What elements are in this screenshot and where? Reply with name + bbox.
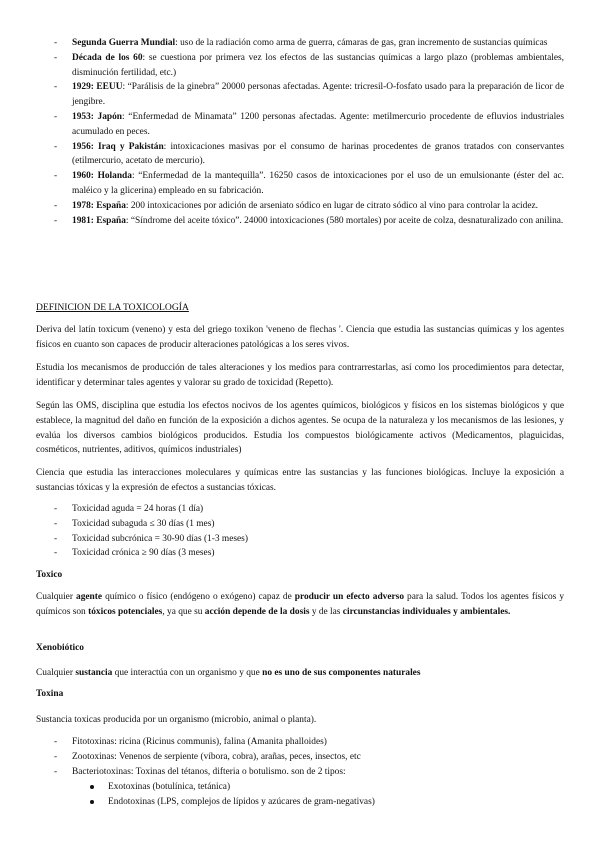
history-text: : se cuestiona por primera vez los efectos de las sustancias químicas a largo plazo (problemas ambientales, disminución fertilidad, etc.): [72, 52, 565, 78]
history-year: 1956: Iraq y Pakistán: [72, 141, 164, 152]
toxico-definition: Cualquier agente químico o físico (endógeno o exógeno) capaz de producir un efecto adverso para la salud. Todos los agentes físicos y químicos son tóxicos potenciales, ya que su acción depende de la dosis y de las circunstancias individuales y ambientales.: [36, 592, 565, 617]
history-text: : “Enfermedad de la mantequilla”. 16250 casos de intoxicaciones por el uso de un emulsionante (éster del ac. maléico y la glicerina) empleado en su fabricación.: [72, 171, 564, 196]
history-year: Segunda Guerra Mundial: [72, 38, 176, 48]
history-year: 1960: Holanda: [72, 171, 132, 182]
xenobiotico-heading: Xenobiótico: [36, 643, 84, 653]
toxina-list: [36, 735, 564, 779]
list-item: - Fitotoxinas: ricina (Ricinus communis), falina (Amanita phalloides): [54, 737, 327, 747]
history-item: - 1960: Holanda: “Enfermedad de la mantequilla”. 16250 casos de intoxicaciones por el uso de un emulsionante (éster del ac. maléico y la glicerina) empleado en su fabricación.: [54, 171, 564, 196]
history-text: : 200 intoxicaciones por adición de arseniato sódico en lugar de citrato sódico al vino para controlar la acidez.: [125, 200, 539, 211]
history-item: - 1956: Iraq y Pakistán: intoxicaciones masivas por el consumo de harinas procedentes de granos tratados con conservantes (etilmercurio, acetato de mercurio).: [54, 141, 565, 167]
toxicity-list: [36, 502, 564, 561]
history-item: - Segunda Guerra Mundial: uso de la radiación como arma de guerra, cámaras de gas, gran incremento de sustancias químicas: [54, 38, 548, 48]
history-year: 1978: España: [72, 200, 126, 211]
history-item: - 1978: España: 200 intoxicaciones por adición de arseniato sódico en lugar de citrato sódico al vino para controlar la acidez.: [54, 200, 539, 211]
bacteriotoxin-types: [36, 780, 564, 810]
history-item: - 1929: EEUU: “Parálisis de la ginebra” 20000 personas afectadas. Agente: tricresil-O-fosfato usado para la preparación de licor de jengibre.: [54, 82, 564, 108]
history-year: 1953: Japón: [72, 111, 123, 122]
list-item: - Toxicidad crónica ≥ 90 días (3 meses): [54, 548, 215, 559]
bullet-icon: [90, 800, 94, 804]
list-item: Endotoxinas (LPS, complejos de lípidos y azúcares de gram-negativas): [36, 795, 564, 810]
history-year: 1929: EEUU: [72, 82, 123, 93]
history-list: [36, 36, 564, 228]
history-item: - 1953: Japón: “Enfermedad de Minamata” 1200 personas afectadas. Agente: metilmercurio procedente de efluvios industriales acumulado en peces.: [54, 111, 564, 137]
definition-heading: DEFINICION DE LA TOXICOLOGÍA: [36, 302, 189, 313]
history-text: : “Síndrome del aceite tóxico”. 24000 intoxicaciones (580 mortales) por aceite de colza, desnaturalizado con anilina.: [125, 215, 564, 226]
history-year: Década de los 60: [72, 52, 143, 63]
bullet-icon: [90, 785, 94, 789]
list-item: - Zootoxinas: Venenos de serpiente (víbora, cobra), arañas, peces, insectos, etc: [54, 751, 361, 762]
paragraph-oms: Según las OMS, disciplina que estudia los efectos nocivos de los agentes químicos, biológicos y físicos en los sistemas biológicos y que establece, la magnitud del daño en función de la exposición a dichos agentes. Se ocupa de la naturaleza y los mecanismos de las lesiones, y evalúa los diversos cambios biológicos producidos. Estudia los compuestos biológicamente activos (Medicamentos, plaguicidas, cosméticos, nutrientes, aditivos, químicos industriales): [36, 401, 564, 456]
list-item: - Bacteriotoxinas: Toxinas del tétanos, difteria o botulismo. son de 2 tipos:: [54, 766, 346, 777]
paragraph-mechanisms: Estudia los mecanismos de producción de tales alteraciones y los medios para contrarrestarlas, así como los procedimientos para detectar, identificar y determinar tales agentes y valorar su grado de toxicidad (Repetto).: [36, 363, 564, 388]
history-text: : intoxicaciones masivas por el consumo de harinas procedentes de granos tratados con conservantes (etilmercurio, acetato de mercurio).: [72, 141, 565, 167]
xenobiotico-definition: Cualquier sustancia que interactúa con un organismo y que no es uno de sus componentes naturales: [36, 668, 421, 678]
paragraph-etymology: Deriva del latín toxicum (veneno) y esta del griego toxikon 'veneno de flechas '. Ciencia que estudia las sustancias químicas y los agentes físicos en cuanto son capaces de producir alteraciones patológicas a los seres vivos.: [36, 325, 564, 350]
toxico-heading: Toxico: [36, 570, 63, 580]
list-item: - Toxicidad subaguda ≤ 30 días (1 mes): [54, 518, 215, 529]
paragraph-interactions: Ciencia que estudia las interacciones moleculares y químicas entre las sustancias y las funciones biológicas. Incluye la exposición a sustancias tóxicas y la expresión de efectos a sustancias tóxicas.: [36, 468, 564, 493]
history-text: : “Parálisis de la ginebra” 20000 personas afectadas. Agente: tricresil-O-fosfato usado para la preparación de licor de jengibre.: [72, 82, 564, 108]
list-item: - Toxicidad aguda = 24 horas (1 día): [54, 504, 204, 514]
list-item: Exotoxinas (botulínica, tetánica): [36, 780, 564, 795]
toxina-definition: Sustancia toxicas producida por un organismo (microbio, animal o planta).: [36, 715, 317, 725]
history-item: - 1981: España: “Síndrome del aceite tóxico”. 24000 intoxicaciones (580 mortales) por aceite de colza, desnaturalizado con anilina.: [54, 215, 564, 226]
history-text: : “Enfermedad de Minamata” 1200 personas afectadas. Agente: metilmercurio procedente de efluvios industriales acumulado en peces.: [72, 111, 564, 137]
history-text: : uso de la radiación como arma de guerra, cámaras de gas, gran incremento de sustancias químicas: [175, 38, 548, 48]
toxina-heading: Toxina: [36, 689, 64, 699]
history-item: - Década de los 60: se cuestiona por primera vez los efectos de las sustancias químicas a largo plazo (problemas ambientales, disminución fertilidad, etc.): [54, 52, 565, 78]
history-year: 1981: España: [72, 215, 126, 226]
list-item: - Toxicidad subcrónica = 30-90 días (1-3 meses): [54, 533, 248, 544]
